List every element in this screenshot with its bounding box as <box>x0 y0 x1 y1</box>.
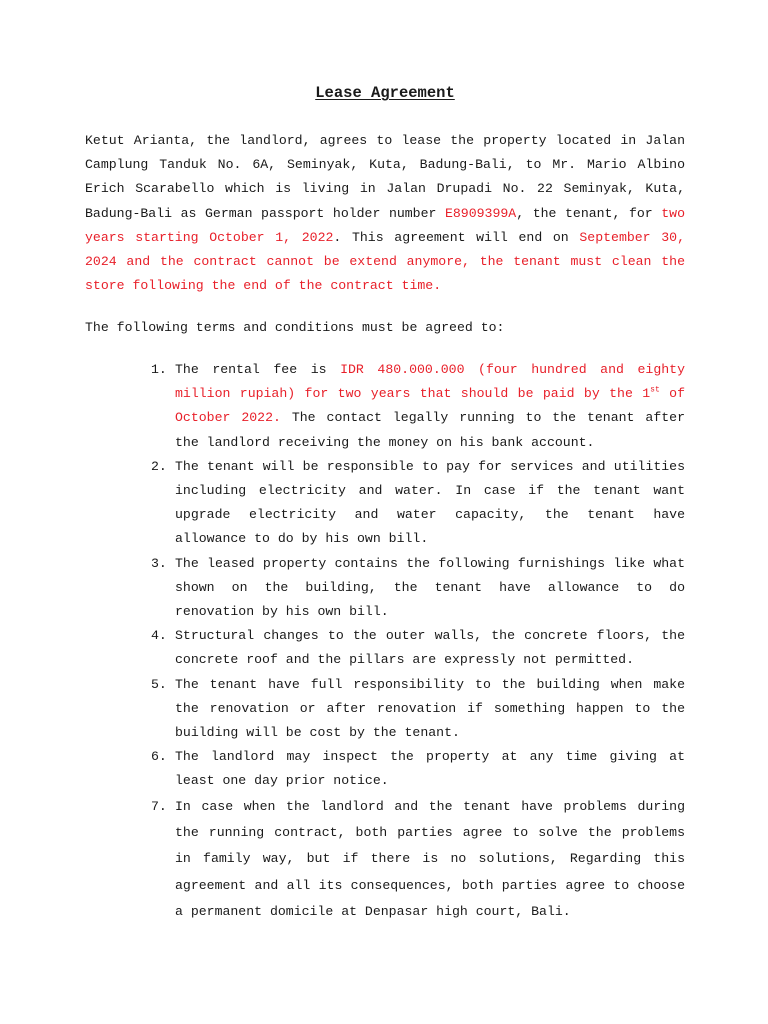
term-item-2 <box>85 455 685 552</box>
term-text: Structural changes to the outer walls, the concrete floors, the concrete roof and the pillars are expressly not permitted. <box>175 628 685 668</box>
document-title: Lease Agreement <box>315 84 455 102</box>
term-number: 5. <box>151 676 167 692</box>
term-number: 3. <box>151 555 167 571</box>
term-1-tail: The contact legally running to the tenant after the landlord receiving the money on his bank account. <box>175 410 685 450</box>
term-text: The tenant will be responsible to pay for services and utilities including electricity and water. In case if the tenant want upgrade electricity and water capacity, the tenant have allowance to do by his own bill. <box>175 458 685 547</box>
payment-date: of October 2022. <box>175 386 685 426</box>
term-number: 6. <box>151 749 167 765</box>
intro-text-2: , the tenant, for <box>516 205 662 221</box>
rental-fee: IDR 480.000.000 (four hundred and eighty million rupiah) for two years that should be paid by the 1 <box>175 362 685 402</box>
term-number: 4. <box>151 628 167 644</box>
term-text: The leased property contains the following furnishings like what shown on the building, the tenant have allowance to do renovation by his own bill. <box>175 555 685 620</box>
intro-paragraph <box>85 129 685 298</box>
terms-lead: The following terms and conditions must be agreed to: <box>85 320 505 335</box>
terms-list <box>85 358 685 926</box>
term-text: The tenant have full responsibility to the building when make the renovation or after renovation if something happen to the building will be cost by the tenant. <box>175 676 685 741</box>
term-item-3 <box>85 552 685 625</box>
term-item-1 <box>85 358 685 455</box>
term-item-7 <box>85 794 685 926</box>
term-text: In case when the landlord and the tenant have problems during the running contract, both parties agree to solve the problems in family way, but if there is no solutions, Regarding this agreement and all its consequences, both parties agree to choose a permanent domicile at Denpasar high court, Bali. <box>175 798 685 920</box>
lease-term: two years starting October 1, 2022 <box>85 205 685 245</box>
term-number: 7. <box>151 798 167 814</box>
intro-text-3: . This agreement will end on <box>333 229 580 245</box>
term-number: 1. <box>151 362 167 377</box>
lease-end-clause: September 30, 2024 and the contract cannot be extend anymore, the tenant must clean the store following the end of the contract time. <box>85 229 685 294</box>
term-text: The landlord may inspect the property at any time giving at least one day prior notice. <box>175 749 685 789</box>
term-number: 2. <box>151 458 167 474</box>
ordinal-suffix: st <box>650 385 660 395</box>
passport-number: E8909399A <box>444 205 517 221</box>
term-item-5 <box>85 673 685 746</box>
intro-text-1: Ketut Arianta, the landlord, agrees to lease the property located in Jalan Camplung Tanduk No. 6A, Seminyak, Kuta, Badung-Bali, to Mr. Mario Albino Erich Scarabello which is living in Jalan Drupadi No. 22 Seminyak, Kuta, Badung-Bali as German passport holder number <box>85 133 685 221</box>
term-item-6 <box>85 745 685 793</box>
term-item-4 <box>85 624 685 672</box>
term-1-lead: The rental fee is <box>175 362 341 377</box>
